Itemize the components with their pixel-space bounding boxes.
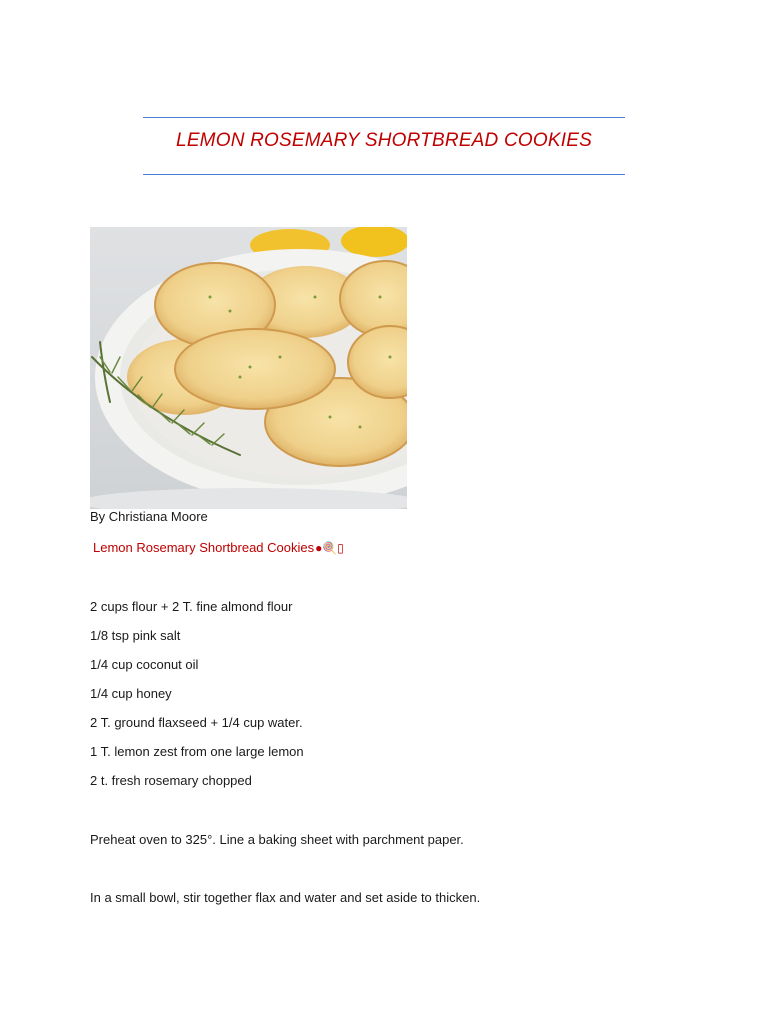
recipe-subheading <box>93 540 344 556</box>
ingredient-item: 2 T. ground flaxseed + 1/4 cup water. <box>90 715 303 730</box>
title-rule-top <box>143 117 625 118</box>
author-byline: By Christiana Moore <box>90 509 208 524</box>
ingredient-item: 1 T. lemon zest from one large lemon <box>90 744 304 759</box>
instruction-step: In a small bowl, stir together flax and water and set aside to thicken. <box>90 890 481 905</box>
ingredient-item: 2 cups flour + 2 T. fine almond flour <box>90 599 293 614</box>
ingredient-item: 2 t. fresh rosemary chopped <box>90 773 252 788</box>
title-rule-bottom <box>143 174 625 175</box>
recipe-title: LEMON ROSEMARY SHORTBREAD COOKIES <box>176 130 592 151</box>
cookie-photo <box>90 227 407 509</box>
ingredient-item: 1/4 cup coconut oil <box>90 657 199 672</box>
recipe-subheading-label: Lemon Rosemary Shortbread Cookies <box>93 540 315 555</box>
instruction-step: Preheat oven to 325°. Line a baking sheet with parchment paper. <box>90 832 464 847</box>
ingredient-item: 1/4 cup honey <box>90 686 172 701</box>
ingredient-item: 1/8 tsp pink salt <box>90 628 181 643</box>
emoji-glyphs: ●🍭▯ <box>315 541 344 555</box>
